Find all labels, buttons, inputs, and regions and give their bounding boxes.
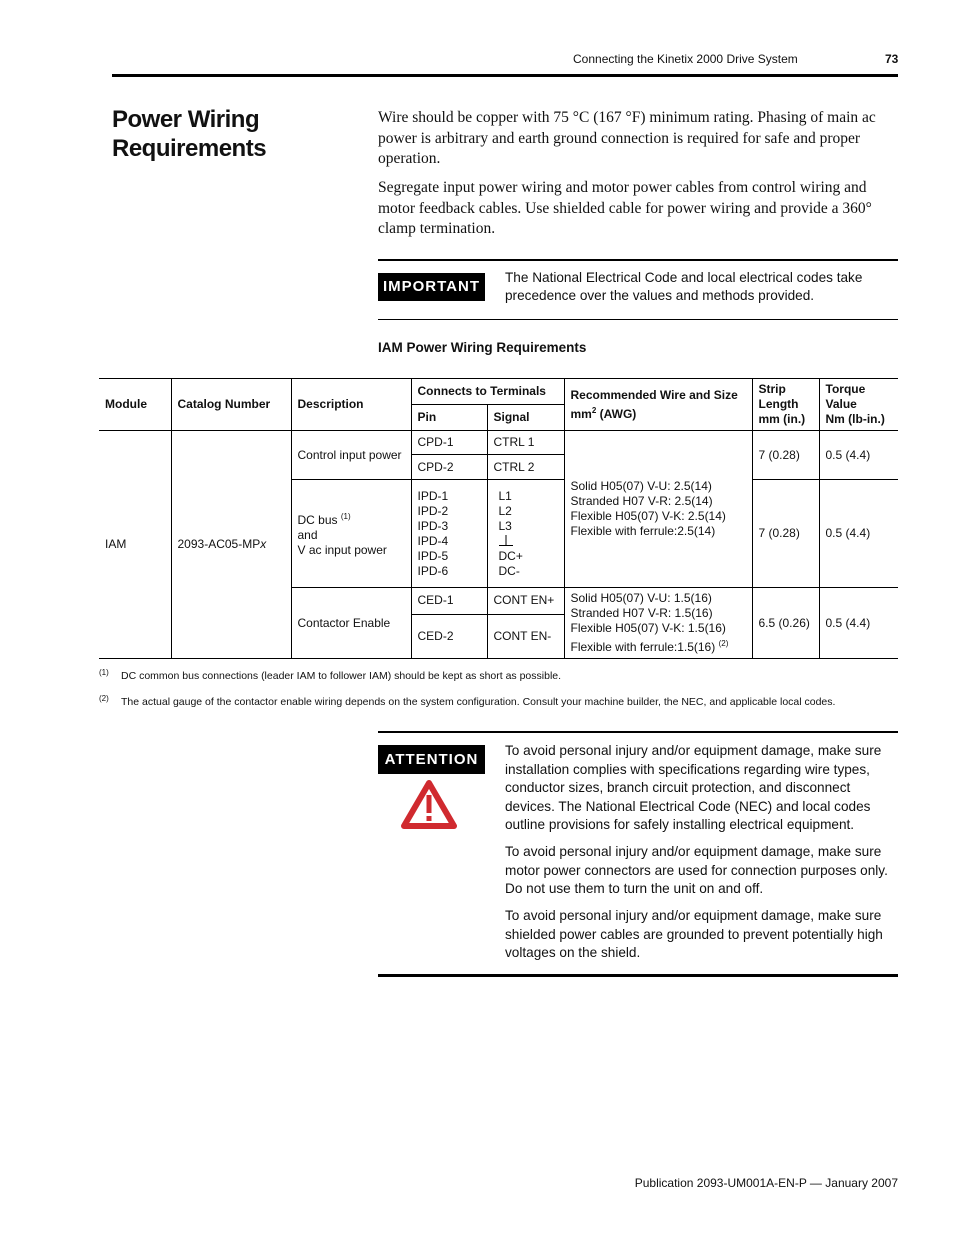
cell-catalog	[171, 431, 291, 659]
cell-strip-dcbus: 7 (0.28)	[752, 480, 819, 588]
header-connects: Connects to Terminals	[411, 379, 564, 405]
attention-paragraph-2: To avoid personal injury and/or equipment damage, make sure motor power connectors are used for connection purposes only. Do not use them to turn the unit on and off.	[505, 844, 888, 896]
header-wire-text: Recommended Wire and Size mm	[570, 387, 738, 421]
cell-pin: CED-1	[411, 588, 487, 615]
header-torque: Torque Value Nm (lb-in.)	[819, 379, 898, 431]
cell-signal: CONT EN+	[487, 588, 564, 615]
section-title: Power Wiring Requirements	[112, 106, 267, 162]
warning-triangle-icon	[401, 780, 457, 829]
cell-strip-contactor: 6.5 (0.26)	[752, 588, 819, 659]
cell-torque-contactor: 0.5 (4.4)	[819, 588, 898, 659]
attention-top-rule	[378, 731, 898, 733]
cell-module: IAM	[99, 431, 171, 659]
table-header-row	[99, 379, 898, 405]
footnote-2	[99, 694, 899, 709]
running-header: Connecting the Kinetix 2000 Drive System	[573, 52, 798, 66]
cell-signal: CTRL 2	[487, 455, 564, 480]
cell-wire-contactor	[564, 588, 752, 659]
cell-signal: CTRL 1	[487, 431, 564, 455]
important-top-rule	[378, 259, 898, 261]
dcbus-label: DC bus	[297, 513, 341, 527]
catalog-suffix: x	[260, 537, 267, 551]
footnote-1	[99, 668, 899, 683]
header-wire	[564, 379, 752, 431]
footnote-text: DC common bus connections (leader IAM to follower IAM) should be kept as short as possible.	[121, 670, 562, 682]
signals-dc: DC+ DC-	[498, 548, 523, 578]
cell-description-control: Control input power	[291, 431, 411, 480]
table-caption: IAM Power Wiring Requirements	[378, 340, 587, 355]
cell-description-dcbus	[291, 480, 411, 588]
header-strip: Strip Length mm (in.)	[752, 379, 819, 431]
footnote-ref-2: (2)	[718, 639, 729, 648]
header-catalog: Catalog Number	[171, 379, 291, 431]
footnote-ref-1: (1)	[340, 512, 351, 521]
body-paragraph-2: Segregate input power wiring and motor power cables from control wiring and motor feedback cables. Use shielded cable for power wiring and provide a 360° clamp termination.	[378, 179, 872, 237]
iam-wiring-table	[99, 378, 898, 659]
contactor-wire-text: Solid H05(07) V-U: 1.5(16) Stranded H07 V-R: 1.5(16) Flexible H05(07) V-K: 1.5(16) Flexible with ferrule:1.5(16)	[570, 591, 726, 654]
header-wire-sup: 2	[591, 405, 597, 415]
cell-signals-dcbus	[487, 480, 564, 588]
footnote-marker: (2)	[99, 694, 109, 703]
cell-pin: CED-2	[411, 614, 487, 658]
body-paragraph-1: Wire should be copper with 75 °C (167 °F) minimum rating. Phasing of main ac power is arbitrary and earth ground connection is required for safe and proper operation.	[378, 109, 876, 167]
footnote-marker: (1)	[99, 668, 109, 677]
catalog-text: 2093-AC05-MP	[177, 537, 261, 551]
attention-bottom-rule	[378, 974, 898, 977]
footnote-text: The actual gauge of the contactor enable wiring depends on the system configuration. Consult your machine builder, the NEC, and applicable local codes.	[121, 696, 836, 708]
cell-strip-control: 7 (0.28)	[752, 431, 819, 480]
header-pin: Pin	[411, 405, 487, 431]
header-wire-awg: (AWG)	[596, 406, 637, 421]
header-signal: Signal	[487, 405, 564, 431]
cell-torque-control: 0.5 (4.4)	[819, 431, 898, 480]
important-badge: IMPORTANT	[378, 273, 485, 301]
dcbus-label-rest: and V ac input power	[297, 528, 387, 557]
attention-paragraph-1: To avoid personal injury and/or equipment damage, make sure installation complies with specifications regarding wire types, conductor sizes, branch circuit protection, and disconnect devices. The National Electrical Code (NEC) and local codes outline provisions for safely installing electrical equipment.	[505, 743, 882, 832]
cell-torque-dcbus: 0.5 (4.4)	[819, 480, 898, 588]
important-bottom-rule	[378, 319, 898, 320]
header-module: Module	[99, 379, 171, 431]
page-number: 73	[885, 52, 899, 66]
important-text: The National Electrical Code and local electrical codes take precedence over the values and methods provided.	[505, 270, 863, 303]
header-description: Description	[291, 379, 411, 431]
cell-wire-dcbus: Solid H05(07) V-U: 2.5(14) Stranded H07 V-R: 2.5(14) Flexible H05(07) V-K: 2.5(14) Flexible with ferrule:2.5(14)	[564, 431, 752, 588]
cell-description-contactor: Contactor Enable	[291, 588, 411, 659]
cell-pins-dcbus: IPD-1 IPD-2 IPD-3 IPD-4 IPD-5 IPD-6	[411, 480, 487, 588]
header-rule	[112, 74, 898, 77]
cell-pin: CPD-1	[411, 431, 487, 455]
ground-icon	[499, 534, 558, 549]
signals-lines: L1 L2 L3	[498, 488, 512, 533]
publication-footer: Publication 2093-UM001A-EN-P — January 2007	[634, 1176, 898, 1190]
attention-paragraph-3: To avoid personal injury and/or equipment damage, make sure shielded power cables are grounded to prevent potentially high voltages on the shield.	[505, 908, 883, 960]
table-row	[99, 431, 898, 455]
attention-badge: ATTENTION	[378, 745, 485, 774]
cell-signal: CONT EN-	[487, 614, 564, 658]
cell-pin: CPD-2	[411, 455, 487, 480]
